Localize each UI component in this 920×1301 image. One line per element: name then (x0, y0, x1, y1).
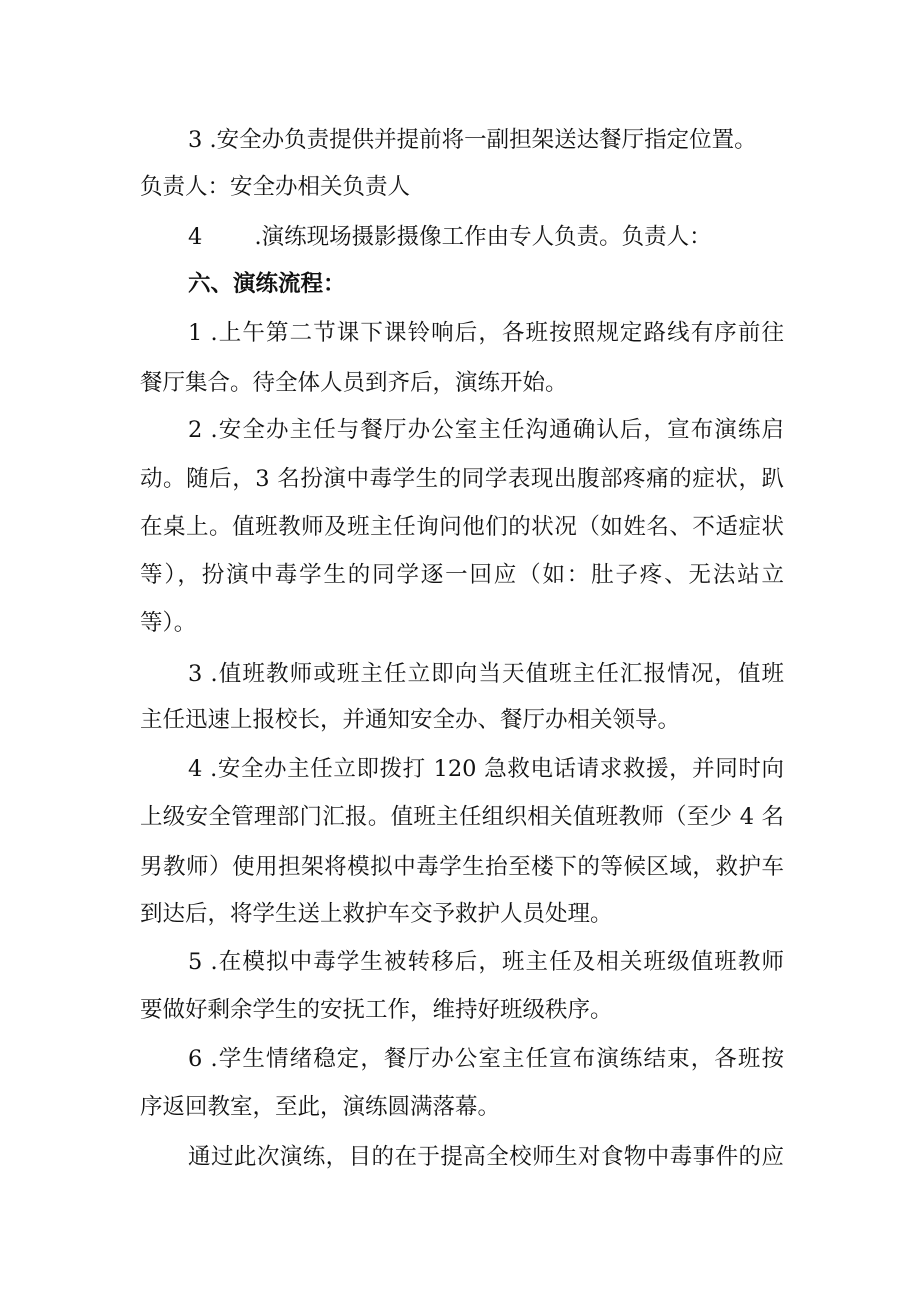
step-4-line-2: 上级安全管理部门汇报。值班主任组织相关值班教师（至少 4 名 (140, 804, 784, 830)
step-4-line-4: 到达后，将学生送上救护车交予救护人员处理。 (140, 901, 613, 927)
item-4-line: 4 .演练现场摄影摄像工作由专人负责。负责人： (188, 224, 712, 250)
item-3-line-1: 3 .安全办负责提供并提前将一副担架送达餐厅指定位置。 (188, 127, 757, 153)
section-heading: 六、演练流程： (188, 271, 346, 297)
step-4-line-1: 4 .安全办主任立即拨打 120 急救电话请求救援，并同时向 (188, 756, 784, 782)
step-2-line-4: 等），扮演中毒学生的同学逐一回应（如：肚子疼、无法站立 (140, 562, 784, 588)
item-3-line-2: 负责人：安全办相关负责人 (140, 174, 411, 200)
step-5-line-1: 5 .在模拟中毒学生被转移后，班主任及相关班级值班教师 (188, 949, 784, 975)
step-1-line-2: 餐厅集合。待全体人员到齐后，演练开始。 (140, 370, 568, 396)
step-5-line-2: 要做好剩余学生的安抚工作，维持好班级秩序。 (140, 997, 613, 1023)
step-2-line-3: 在桌上。值班教师及班主任询问他们的状况（如姓名、不适症状 (140, 514, 784, 540)
closing-line: 通过此次演练，目的在于提高全校师生对食物中毒事件的应 (188, 1144, 784, 1170)
step-2-line-2: 动。随后，3 名扮演中毒学生的同学表现出腹部疼痛的症状，趴 (140, 466, 784, 492)
step-2-line-5: 等）。 (140, 610, 197, 636)
step-3-line-2: 主任迅速上报校长，并通知安全办、餐厅办相关领导。 (140, 707, 681, 733)
step-4-line-3: 男教师）使用担架将模拟中毒学生抬至楼下的等候区域，救护车 (140, 854, 784, 880)
step-3-line-1: 3 .值班教师或班主任立即向当天值班主任汇报情况，值班 (188, 661, 784, 687)
step-1-line-1: 1 .上午第二节课下课铃响后，各班按照规定路线有序前往 (188, 320, 784, 346)
step-6-line-2: 序返回教室，至此，演练圆满落幕。 (140, 1094, 501, 1120)
step-6-line-1: 6 .学生情绪稳定，餐厅办公室主任宣布演练结束，各班按 (188, 1046, 784, 1072)
step-2-line-1: 2 .安全办主任与餐厅办公室主任沟通确认后，宣布演练启 (188, 417, 784, 443)
